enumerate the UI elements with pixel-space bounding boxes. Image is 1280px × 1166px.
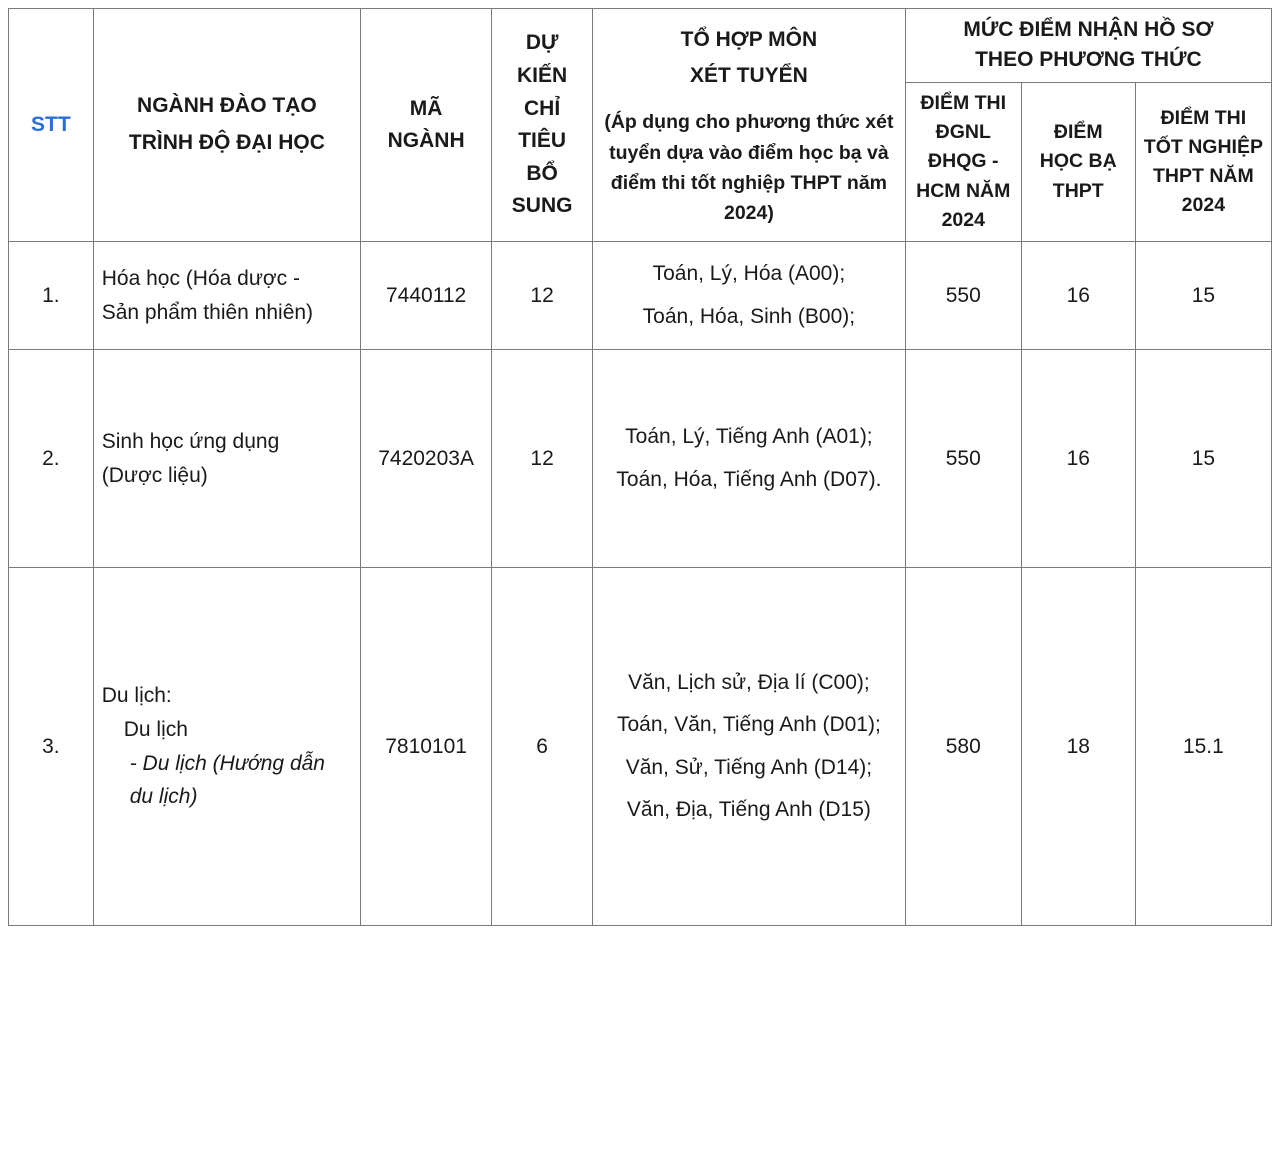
row-subject-line: Toán, Văn, Tiếng Anh (D01); [616, 713, 881, 737]
header-stt: STT [9, 9, 94, 242]
row-index: 3. [9, 568, 94, 926]
row-quota: 12 [492, 242, 593, 350]
header-quota: DỰ KIẾN CHỈ TIÊU BỔ SUNG [492, 9, 593, 242]
table-body [9, 242, 1272, 926]
row-subject-line: Văn, Sử, Tiếng Anh (D14); [625, 755, 873, 779]
header-subject-title-line-2: XÉT TUYỂN [689, 63, 808, 87]
header-subject-combination [593, 9, 906, 242]
header-major-line-1: NGÀNH ĐÀO TẠO [137, 94, 317, 118]
table-row [9, 350, 1272, 568]
header-subject-note: (Áp dụng cho phương thức xét tuyển dựa vào điểm học bạ và điểm thi tốt nghiệp THPT năm 2024) [604, 111, 894, 224]
row-subject-combination [593, 568, 906, 926]
header-score-group-line-2: THEO PHƯƠNG THỨC [975, 48, 1202, 72]
row-major-code: 7440112 [361, 242, 492, 350]
admissions-table [8, 8, 1272, 926]
row-score-exam: 15 [1135, 350, 1271, 568]
row-score-dgnl: 550 [905, 350, 1021, 568]
table-row [9, 568, 1272, 926]
row-subject-line: Toán, Lý, Hóa (A00); [652, 262, 846, 286]
row-subject-combination [593, 350, 906, 568]
row-major-name-line: (Dược liệu) [101, 463, 208, 487]
row-major-name-line: Du lịch [123, 718, 188, 742]
row-major-name-italic: - Du lịch (Hướng dẫn du lịch) [129, 751, 325, 809]
row-major-code: 7810101 [361, 568, 492, 926]
row-major-name-line: Sinh học ứng dụng [101, 430, 280, 454]
table-row [9, 242, 1272, 350]
header-major-code-line-1: MÃ [409, 96, 443, 120]
row-major-name [93, 242, 360, 350]
row-score-exam: 15 [1135, 242, 1271, 350]
row-quota: 6 [492, 568, 593, 926]
row-score-transcript: 18 [1021, 568, 1135, 926]
row-major-code: 7420203A [361, 350, 492, 568]
table-header-row-1 [9, 9, 1272, 83]
row-index: 1. [9, 242, 94, 350]
row-score-exam: 15.1 [1135, 568, 1271, 926]
row-quota: 12 [492, 350, 593, 568]
header-major-code-line-2: NGÀNH [387, 129, 465, 153]
row-major-name-line: Sản phẩm thiên nhiên) [101, 300, 314, 324]
header-major-line-2: TRÌNH ĐỘ ĐẠI HỌC [128, 131, 325, 155]
row-subject-line: Toán, Lý, Tiếng Anh (A01); [625, 425, 873, 449]
row-major-name [93, 568, 360, 926]
row-major-name [93, 350, 360, 568]
header-score-transcript: ĐIỂM HỌC BẠ THPT [1021, 82, 1135, 241]
row-score-transcript: 16 [1021, 350, 1135, 568]
row-score-transcript: 16 [1021, 242, 1135, 350]
header-score-dgnl: ĐIỂM THI ĐGNL ĐHQG - HCM NĂM 2024 [905, 82, 1021, 241]
row-subject-combination [593, 242, 906, 350]
row-major-name-line: Du lịch: [101, 684, 172, 708]
row-subject-line: Toán, Hóa, Sinh (B00); [642, 304, 856, 328]
header-subject-title-line-1: TỔ HỢP MÔN [680, 27, 818, 51]
row-score-dgnl: 550 [905, 242, 1021, 350]
table-header [9, 9, 1272, 242]
header-major [93, 9, 360, 242]
row-index: 2. [9, 350, 94, 568]
row-major-name-line [102, 747, 352, 814]
row-subject-line: Văn, Địa, Tiếng Anh (D15) [626, 798, 871, 822]
header-score-exam: ĐIỂM THI TỐT NGHIỆP THPT NĂM 2024 [1135, 82, 1271, 241]
row-score-dgnl: 580 [905, 568, 1021, 926]
row-subject-line: Toán, Hóa, Tiếng Anh (D07). [616, 467, 882, 491]
header-score-group [905, 9, 1271, 83]
header-major-code [361, 9, 492, 242]
header-score-group-line-1: MỨC ĐIỂM NHẬN HỒ SƠ [963, 18, 1214, 41]
row-major-name-line: Hóa học (Hóa dược - [101, 267, 300, 291]
row-subject-line: Văn, Lịch sử, Địa lí (C00); [628, 670, 870, 694]
